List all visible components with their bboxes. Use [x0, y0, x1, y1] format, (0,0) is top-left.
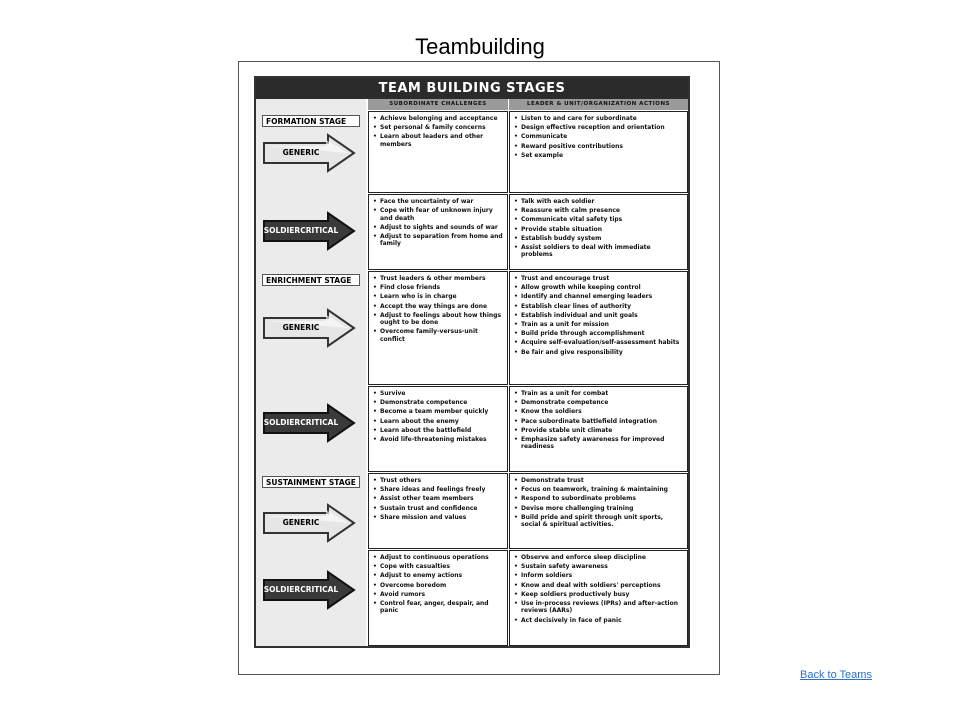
list-item: • Be fair and give responsibility [514, 349, 684, 356]
list-item: • Set personal & family concerns [373, 124, 504, 131]
arrow-label: GENERIC [282, 148, 320, 157]
column-header-actions: LEADER & UNIT/ORGANIZATION ACTIONS [509, 99, 688, 110]
list-item: • Allow growth while keeping control [514, 284, 684, 291]
list-item: • Listen to and care for subordinate [514, 115, 684, 122]
list-item: • Demonstrate competence [373, 399, 504, 406]
arrow-label: SOLDIER CRITICAL [263, 585, 339, 594]
list-item: • Learn who is in charge [373, 293, 504, 300]
page-title: Teambuilding [415, 34, 545, 59]
arrow-soldier-critical-enrichment [262, 403, 356, 443]
list-item: • Train as a unit for combat [514, 390, 684, 397]
list-item: • Adjust to sights and sounds of war [373, 224, 504, 231]
stage-label-enrichment: ENRICHMENT STAGE [262, 274, 360, 286]
stage-label-formation: FORMATION STAGE [262, 115, 360, 127]
list-item: • Reassure with calm presence [514, 207, 684, 214]
column-header-challenges: SUBORDINATE CHALLENGES [368, 99, 508, 110]
list-item: • Share mission and values [373, 514, 504, 521]
list-item: • Survive [373, 390, 504, 397]
list-item: • Learn about the enemy [373, 418, 504, 425]
list-item: • Share ideas and feelings freely [373, 486, 504, 493]
list-item: • Trust others [373, 477, 504, 484]
list-item: • Overcome boredom [373, 582, 504, 589]
list-item: • Provide stable situation [514, 226, 684, 233]
list-item: • Talk with each soldier [514, 198, 684, 205]
list-item: • Adjust to feelings about how things ought to be done [373, 312, 504, 327]
list-item: • Focus on teamwork, training & maintaining [514, 486, 684, 493]
list-item: • Respond to subordinate problems [514, 495, 684, 502]
list-item: • Avoid rumors [373, 591, 504, 598]
arrow-label: SOLDIER CRITICAL [263, 418, 339, 427]
stage-label-sustainment: SUSTAINMENT STAGE [262, 476, 360, 488]
list-item: • Adjust to continuous operations [373, 554, 504, 561]
list-item: • Design effective reception and orientation [514, 124, 684, 131]
list-item: • Inform soldiers [514, 572, 684, 579]
list-item: • Find close friends [373, 284, 504, 291]
team-building-chart [254, 76, 690, 648]
actions-cell-formation-generic [509, 111, 688, 193]
list-item: • Train as a unit for mission [514, 321, 684, 328]
actions-cell-enrichment-generic [509, 271, 688, 385]
list-item: • Provide stable unit climate [514, 427, 684, 434]
actions-cell-sustainment-critical [509, 550, 688, 646]
arrow-soldier-critical-sustainment [262, 570, 356, 610]
list-item: • Devise more challenging training [514, 505, 684, 512]
list-item: • Identify and channel emerging leaders [514, 293, 684, 300]
challenges-cell-sustainment-generic [368, 473, 508, 549]
actions-cell-enrichment-critical [509, 386, 688, 472]
arrow-label: GENERIC [282, 518, 320, 527]
list-item: • Build pride and spirit through unit sports, social & spiritual activities. [514, 514, 684, 529]
list-item: • Face the uncertainty of war [373, 198, 504, 205]
back-to-teams-link[interactable]: Back to Teams [800, 669, 872, 681]
list-item: • Use in-process reviews (IPRs) and after-action reviews (AARs) [514, 600, 684, 615]
list-item: • Establish individual and unit goals [514, 312, 684, 319]
list-item: • Learn about leaders and other members [373, 133, 504, 148]
list-item: • Know the soldiers [514, 408, 684, 415]
list-item: • Acquire self-evaluation/self-assessment habits [514, 339, 684, 346]
list-item: • Control fear, anger, despair, and panic [373, 600, 504, 615]
list-item: • Assist other team members [373, 495, 504, 502]
list-item: • Build pride through accomplishment [514, 330, 684, 337]
list-item: • Trust and encourage trust [514, 275, 684, 282]
arrow-label: GENERIC [282, 323, 320, 332]
challenges-cell-enrichment-generic [368, 271, 508, 385]
list-item: • Cope with casualties [373, 563, 504, 570]
arrow-generic-enrichment [262, 308, 356, 348]
list-item: • Demonstrate trust [514, 477, 684, 484]
list-item: • Communicate vital safety tips [514, 216, 684, 223]
challenges-cell-formation-critical [368, 194, 508, 270]
list-item: • Accept the way things are done [373, 303, 504, 310]
list-item: • Become a team member quickly [373, 408, 504, 415]
chart-title: TEAM BUILDING STAGES [256, 78, 688, 99]
arrow-soldier-critical-formation [262, 211, 356, 251]
list-item: • Achieve belonging and acceptance [373, 115, 504, 122]
list-item: • Establish buddy system [514, 235, 684, 242]
stage-column [256, 99, 366, 646]
list-item: • Assist soldiers to deal with immediate problems [514, 244, 684, 259]
list-item: • Communicate [514, 133, 684, 140]
list-item: • Reward positive contributions [514, 143, 684, 150]
challenges-cell-sustainment-critical [368, 550, 508, 646]
list-item: • Keep soldiers productively busy [514, 591, 684, 598]
list-item: • Adjust to separation from home and family [373, 233, 504, 248]
list-item: • Trust leaders & other members [373, 275, 504, 282]
list-item: • Sustain trust and confidence [373, 505, 504, 512]
list-item: • Act decisively in face of panic [514, 617, 684, 624]
arrow-label: SOLDIER CRITICAL [263, 226, 339, 235]
actions-cell-sustainment-generic [509, 473, 688, 549]
list-item: • Set example [514, 152, 684, 159]
challenges-cell-enrichment-critical [368, 386, 508, 472]
list-item: • Demonstrate competence [514, 399, 684, 406]
arrow-generic-formation [262, 133, 356, 173]
list-item: • Cope with fear of unknown injury and death [373, 207, 504, 222]
list-item: • Adjust to enemy actions [373, 572, 504, 579]
list-item: • Overcome family-versus-unit conflict [373, 328, 504, 343]
list-item: • Establish clear lines of authority [514, 303, 684, 310]
challenges-cell-formation-generic [368, 111, 508, 193]
list-item: • Learn about the battlefield [373, 427, 504, 434]
list-item: • Know and deal with soldiers' perceptions [514, 582, 684, 589]
list-item: • Pace subordinate battlefield integration [514, 418, 684, 425]
list-item: • Sustain safety awareness [514, 563, 684, 570]
list-item: • Observe and enforce sleep discipline [514, 554, 684, 561]
list-item: • Avoid life-threatening mistakes [373, 436, 504, 443]
arrow-generic-sustainment [262, 503, 356, 543]
list-item: • Emphasize safety awareness for improved readiness [514, 436, 684, 451]
actions-cell-formation-critical [509, 194, 688, 270]
